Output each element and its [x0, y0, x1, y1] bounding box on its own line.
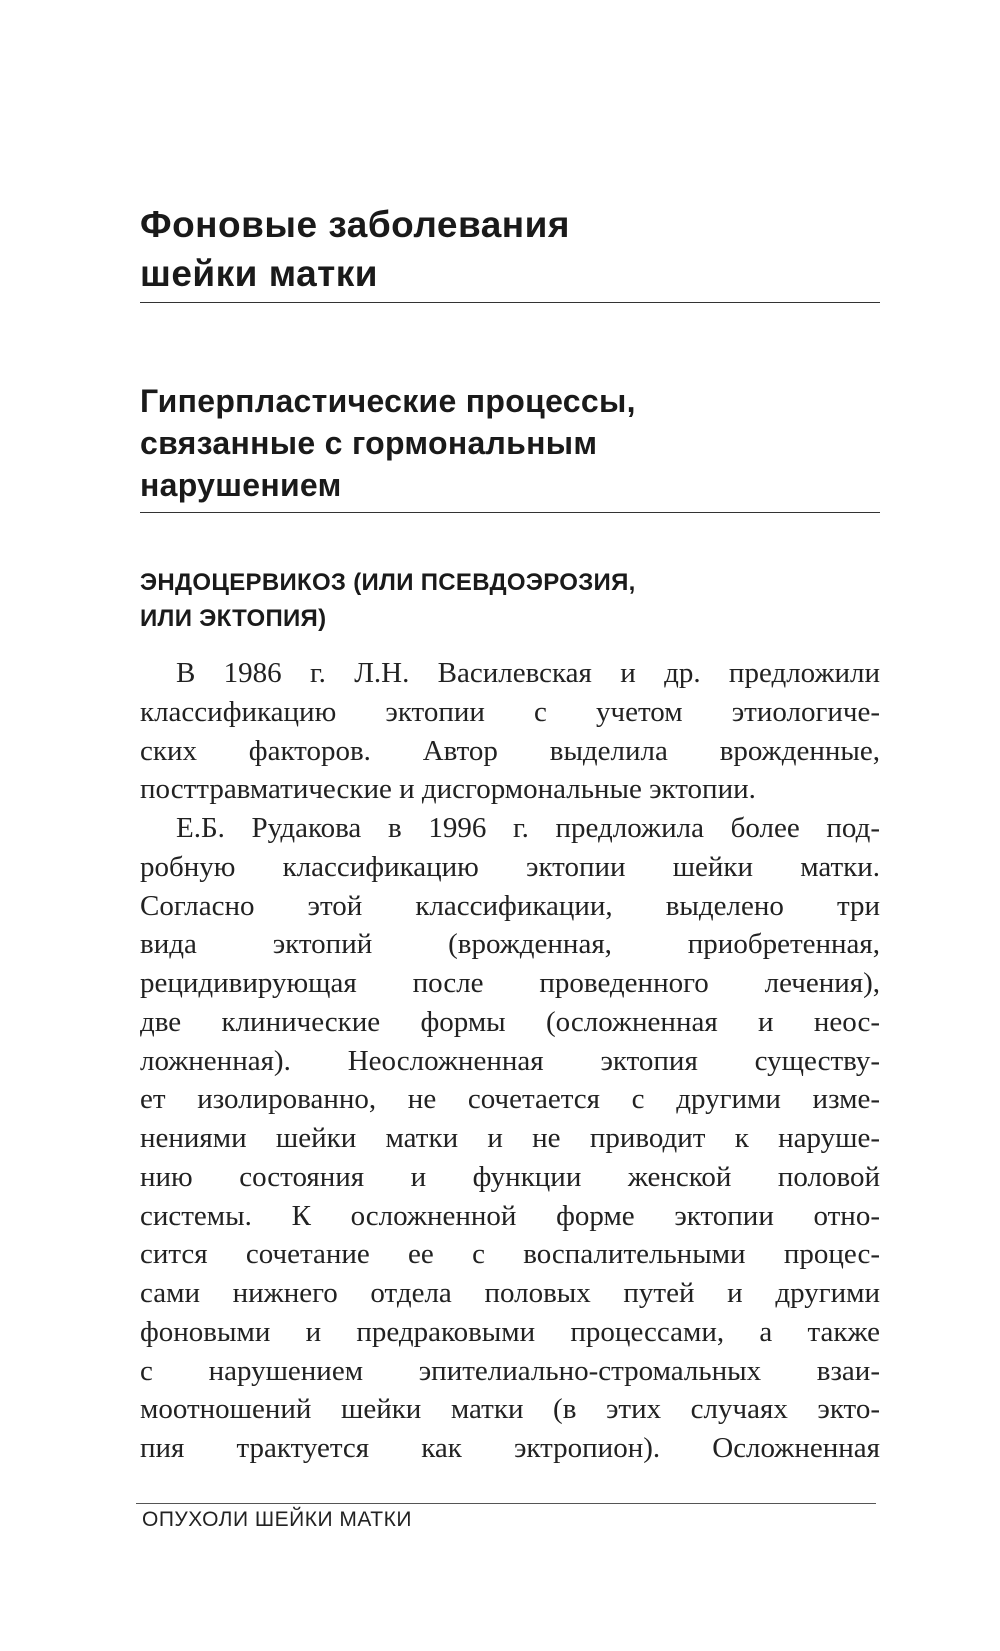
body-line: сится сочетание ее с воспалительными процес-: [140, 1238, 880, 1271]
body-line: нениями шейки матки и не приводит к наруше-: [140, 1122, 880, 1154]
chapter-title-line: Фоновые заболевания: [140, 204, 570, 245]
body-line: сами нижнего отдела половых путей и другими: [140, 1277, 880, 1309]
body-line: пия трактуется как эктропион). Осложненная: [140, 1432, 880, 1464]
running-footer: ОПУХОЛИ ШЕЙКИ МАТКИ: [142, 1508, 412, 1531]
body-line: рецидивирующая после проведенного лечения),: [140, 967, 880, 999]
chapter-title-line: шейки матки: [140, 253, 379, 294]
body-text: [140, 654, 880, 1468]
section-title: [140, 380, 880, 506]
body-line: моотношений шейки матки (в этих случаях экто-: [140, 1393, 880, 1426]
body-line: Е.Б. Рудакова в 1996 г. предложила более под-: [176, 812, 880, 844]
body-line: ложненная). Неосложненная эктопия существу-: [140, 1044, 880, 1077]
body-line: ет изолированно, не сочетается с другими изме-: [140, 1083, 880, 1116]
body-line: посттравматические и дисгормональные эктопии.: [140, 773, 756, 806]
body-line: фоновыми и предраковыми процессами, а также: [140, 1315, 880, 1348]
body-line: робную классификацию эктопии шейки матки.: [140, 850, 880, 883]
body-line: Согласно этой классификации, выделено три: [140, 889, 880, 922]
subsection-title: [140, 565, 880, 637]
body-line: нию состояния и функции женской половой: [140, 1160, 880, 1193]
body-line: вида эктопий (врожденная, приобретенная,: [140, 928, 880, 961]
section-title-line: Гиперпластические процессы,: [140, 383, 636, 419]
footer-divider: [136, 1503, 876, 1504]
body-line: классификацию эктопии с учетом этиологиче-: [140, 695, 880, 728]
subsection-title-line: ЭНДОЦЕРВИКОЗ (ИЛИ ПСЕВДОЭРОЗИЯ,: [140, 569, 636, 596]
body-line: системы. К осложненной форме эктопии отно-: [140, 1199, 880, 1232]
body-line: В 1986 г. Л.Н. Василевская и др. предложили: [176, 657, 880, 689]
chapter-divider: [140, 302, 880, 303]
body-line: две клинические формы (осложненная и неос-: [140, 1005, 880, 1038]
body-line: ских факторов. Автор выделила врожденные,: [140, 734, 880, 767]
section-title-line: нарушением: [140, 467, 342, 503]
section-divider: [140, 512, 880, 513]
body-line: с нарушением эпителиально-стромальных взаи-: [140, 1354, 880, 1387]
chapter-title: [140, 200, 880, 298]
section-title-line: связанные с гормональным: [140, 425, 598, 461]
subsection-title-line: ИЛИ ЭКТОПИЯ): [140, 605, 327, 632]
